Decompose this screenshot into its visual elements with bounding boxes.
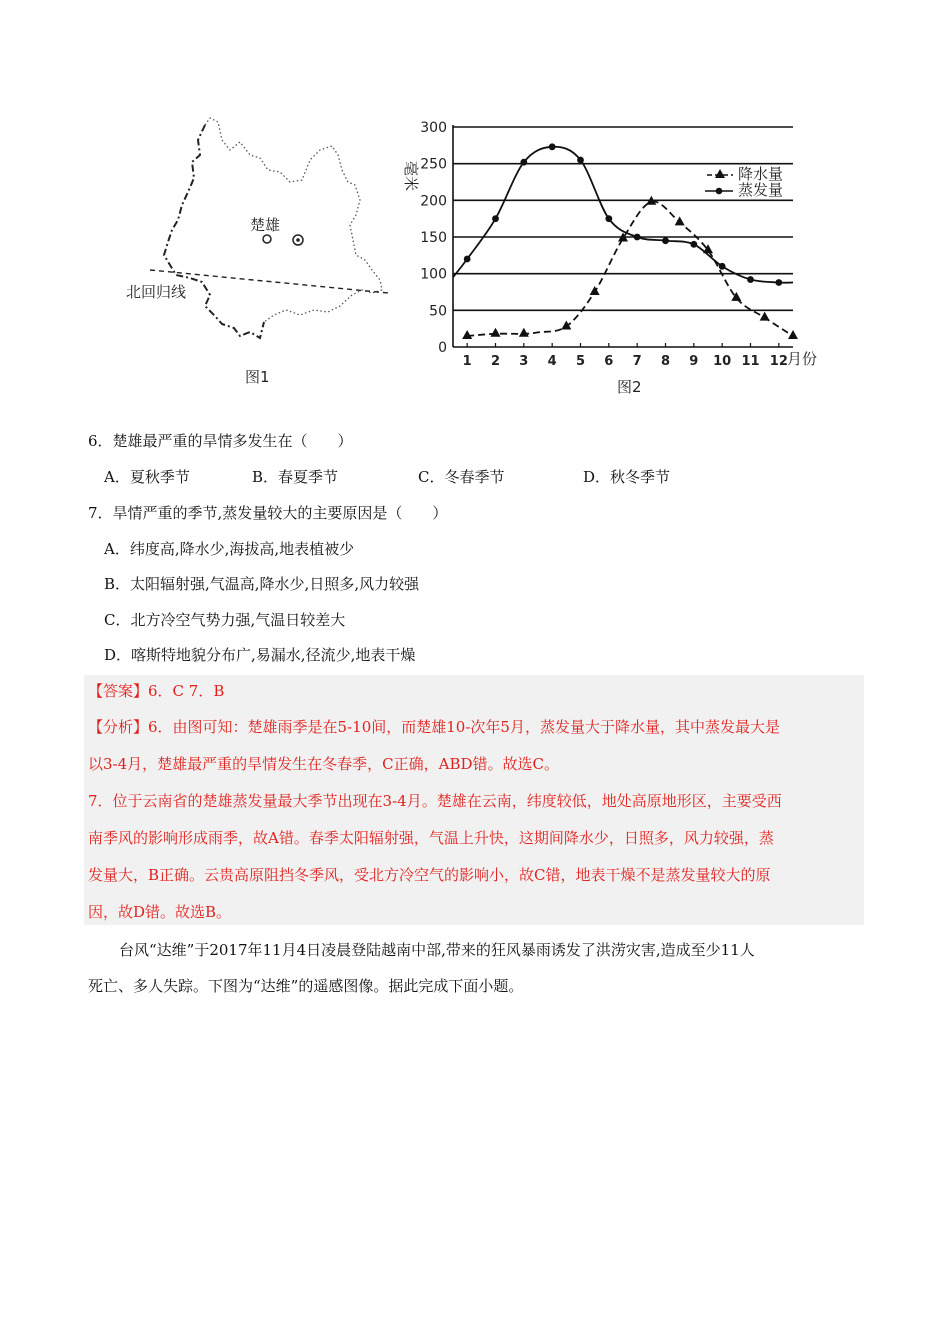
evap-point (747, 276, 754, 283)
precip-point (788, 330, 798, 339)
analysis-line-3: 7．位于云南省的楚雄蒸发量最大季节出现在3-4月。楚雄在云南，纬度较低，地处高原地形区，主要受西 (88, 792, 782, 810)
q7-option-b: B．太阳辐射强,气温高,降水少,日照多,风力较强 (104, 575, 420, 593)
evap-point (549, 143, 556, 150)
y-tick-label: 0 (438, 340, 447, 356)
x-tick-label: 6 (604, 354, 614, 369)
x-tick-label: 7 (632, 354, 642, 369)
q6-option-c: C．冬春季节 (418, 468, 505, 486)
x-tick-label: 10 (713, 354, 732, 369)
x-tick-label: 1 (462, 354, 472, 369)
evap-point (605, 215, 612, 222)
legend-evap-marker (716, 188, 723, 195)
figure1-map (110, 110, 400, 360)
evap-point (464, 256, 471, 263)
q6-option-a: A．夏秋季节 (104, 468, 190, 486)
analysis-line-6: 因，故D错。故选B。 (88, 903, 232, 921)
y-tick-label: 100 (420, 266, 447, 283)
x-axis-unit: 月份 (787, 350, 818, 368)
evap-point (520, 159, 527, 166)
evap-point (492, 215, 499, 222)
y-tick-label: 250 (420, 156, 447, 173)
x-tick-label: 12 (769, 354, 788, 369)
province-border-dotted (205, 118, 382, 290)
x-tick-label: 9 (689, 354, 699, 369)
evap-point (690, 241, 697, 248)
legend-evap-label: 蒸发量 (738, 181, 784, 199)
passage-line-2: 死亡、多人失踪。下图为“达维”的遥感图像。据此完成下面小题。 (88, 977, 524, 995)
figure2-caption: 图2 (617, 378, 642, 396)
answer-line: 【答案】6．C 7．B (88, 682, 225, 700)
analysis-line-4: 南季风的影响形成雨季，故A错。春季太阳辐射强，气温上升快，这期间降水少，日照多，风力较强，蒸 (88, 829, 774, 847)
y-tick-label: 50 (429, 303, 447, 320)
city-marker-capital-dot (296, 238, 300, 242)
city-label: 楚雄 (250, 216, 281, 234)
precip-point (561, 320, 571, 329)
tropic-label: 北回归线 (126, 283, 187, 301)
province-border-dotted-south (264, 290, 382, 322)
x-tick-label: 3 (519, 354, 529, 369)
q6-option-d: D．秋冬季节 (583, 468, 671, 486)
precip-point (590, 286, 600, 295)
legend-precip-marker (715, 169, 725, 178)
q6-option-b: B．春夏季节 (252, 468, 339, 486)
precip-point (760, 312, 770, 321)
figure1-caption: 图1 (245, 368, 270, 386)
x-tick-label: 4 (547, 354, 557, 369)
y-tick-label: 300 (420, 120, 447, 136)
y-tick-label: 200 (420, 193, 447, 210)
city-marker-1 (263, 235, 271, 243)
q7-option-d: D．喀斯特地貌分布广,易漏水,径流少,地表干燥 (104, 646, 416, 664)
passage-line-1: 台风“达维”于2017年11月4日凌晨登陆越南中部,带来的狂风暴雨诱发了洪涝灾害,造成至少11人 (119, 941, 755, 959)
y-axis-unit: 毫米 (402, 161, 420, 192)
x-tick-label: 2 (490, 354, 501, 369)
precip-point (519, 328, 529, 337)
q7-option-c: C．北方冷空气势力强,气温日较差大 (104, 611, 346, 629)
q7-stem: 7．旱情严重的季节,蒸发量较大的主要原因是（ ） (88, 504, 448, 522)
evap-point (662, 237, 669, 244)
evap-point (577, 157, 584, 164)
q7-option-a: A．纬度高,降水少,海拔高,地表植被少 (104, 540, 355, 558)
x-tick-label: 11 (741, 354, 760, 369)
figure2-chart (395, 115, 835, 375)
evap-point (775, 279, 782, 286)
analysis-line-2: 以3-4月，楚雄最严重的旱情发生在冬春季，C正确，ABD错。故选C。 (88, 755, 559, 773)
y-tick-label: 150 (420, 230, 447, 246)
precip-point (675, 216, 685, 225)
precip-point (491, 328, 501, 337)
analysis-line-5: 发量大，B正确。云贵高原阻挡冬季风，受北方冷空气的影响小，故C错，地表干燥不是蒸发量较大的原 (88, 866, 771, 884)
province-border-dashdot (164, 125, 264, 338)
q6-stem: 6．楚雄最严重的旱情多发生在（ ） (88, 432, 353, 450)
legend-precip-label: 降水量 (738, 165, 784, 183)
x-tick-label: 8 (660, 354, 671, 369)
precip-point (462, 330, 472, 339)
x-tick-label: 5 (575, 354, 586, 369)
evap-point (634, 234, 641, 241)
analysis-line-1: 【分析】6．由图可知：楚雄雨季是在5-10间，而楚雄10-次年5月，蒸发量大于降水量，其中蒸发最大是 (88, 718, 780, 736)
series-line-precip (467, 201, 793, 336)
evap-point (719, 263, 726, 270)
